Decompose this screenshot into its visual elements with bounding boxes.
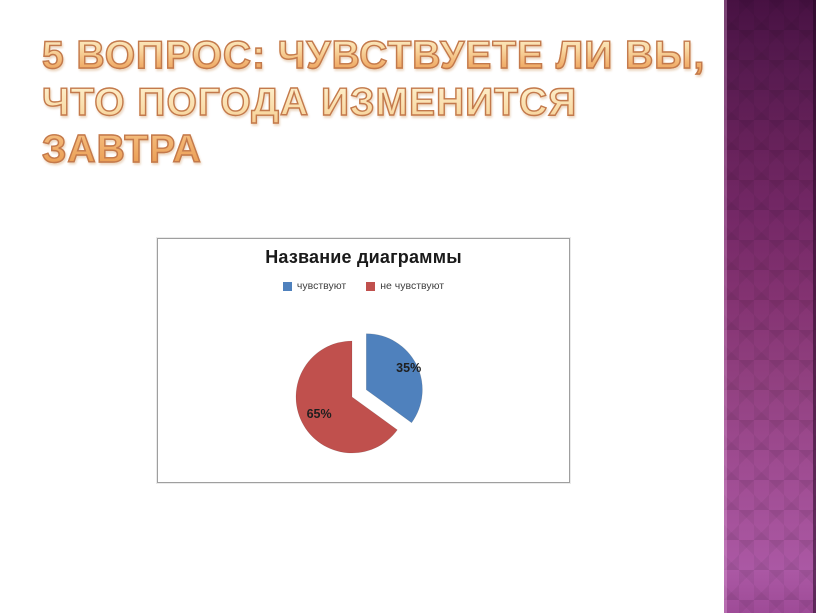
chart-title: Название диаграммы [265,247,462,267]
slide-title-line1: 5 ВОПРОС: ЧУВСТВУЕТЕ ЛИ ВЫ, [42,32,718,79]
pie-label-0: 35% [396,361,422,376]
pie-slice-0 [366,334,422,423]
legend-swatch-icon [366,282,375,291]
legend-swatch-icon [283,282,292,291]
legend-item-0 [283,280,346,292]
pie-label-1: 65% [306,406,332,421]
chart-legend [158,280,569,292]
chart-frame [157,238,570,483]
legend-item-1 [366,280,444,292]
legend-label: чувствуют [296,280,347,292]
slide-title-line2: ЧТО ПОГОДА ИЗМЕНИТСЯ ЗАВТРА [42,79,718,173]
legend-label: не чувствуют [380,280,445,292]
accent-strip-decoration [724,0,816,613]
pie-svg [158,239,569,482]
slide-title [42,32,718,173]
